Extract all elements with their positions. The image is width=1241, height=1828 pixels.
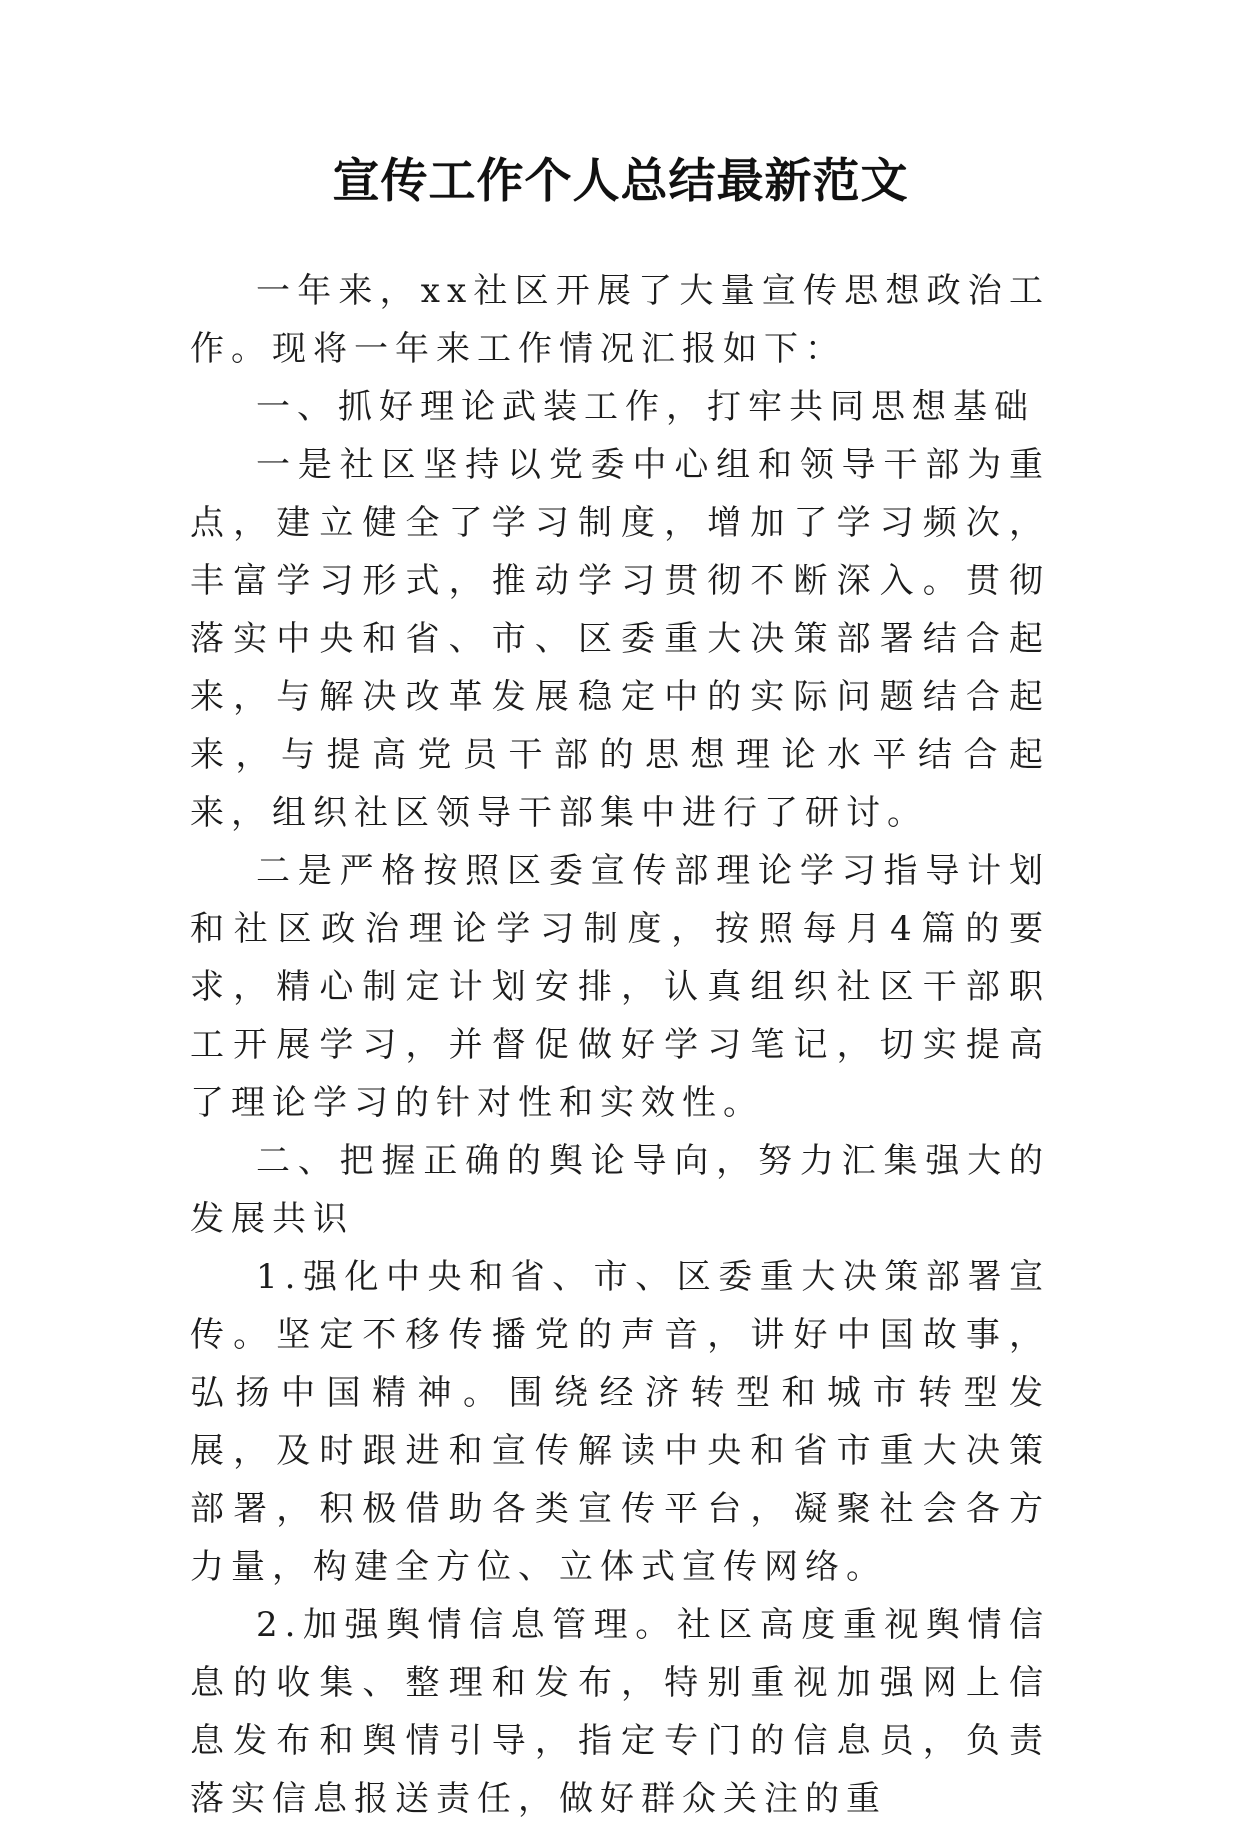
section-1-paragraph-1: 一是社区坚持以党委中心组和领导干部为重点，建立健全了学习制度，增加了学习频次，丰富学习形式，推动学习贯彻不断深入。贯彻落实中央和省、市、区委重大决策部署结合起来，与解决改革发展稳定中的实际问题结合起来，与提高党员干部的思想理论水平结合起来，组织社区领导干部集中进行了研讨。 [190, 445, 1050, 833]
document-title: 宣传工作个人总结最新范文 [332, 154, 909, 209]
section-1-paragraph-2: 二是严格按照区委宣传部理论学习指导计划和社区政治理论学习制度，按照每月4篇的要求，精心制定计划安排，认真组织社区干部职工开展学习，并督促做好学习笔记，切实提高了理论学习的针对性和实效性。 [190, 851, 1050, 1123]
document-body [190, 262, 1050, 1828]
section-2-paragraph-2: 2.加强舆情信息管理。社区高度重视舆情信息的收集、整理和发布，特别重视加强网上信息发布和舆情引导，指定专门的信息员，负责落实信息报送责任，做好群众关注的重 [190, 1605, 1050, 1819]
section-heading-1: 一、抓好理论武装工作，打牢共同思想基础 [256, 387, 1035, 427]
section-heading-2: 二、把握正确的舆论导向，努力汇集强大的发展共识 [190, 1141, 1050, 1239]
section-2-paragraph-1: 1.强化中央和省、市、区委重大决策部署宣传。坚定不移传播党的声音，讲好中国故事，弘扬中国精神。围绕经济转型和城市转型发展，及时跟进和宣传解读中央和省市重大决策部署，积极借助各类宣传平台，凝聚社会各方力量，构建全方位、立体式宣传网络。 [190, 1257, 1050, 1587]
intro-paragraph: 一年来，xx社区开展了大量宣传思想政治工作。现将一年来工作情况汇报如下： [190, 271, 1050, 369]
